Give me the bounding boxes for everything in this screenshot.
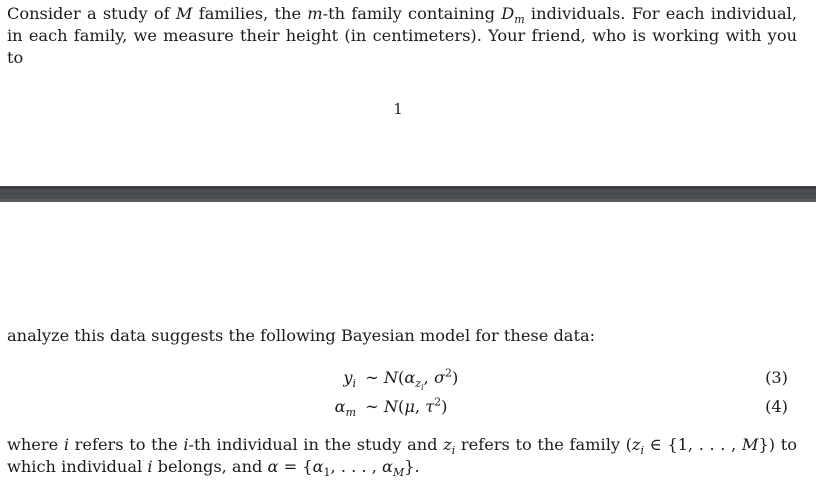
- intro-paragraph: [7, 3, 797, 69]
- equation-4-number: (4): [765, 397, 788, 416]
- closing-line-1: where i refers to the i-th individual in the study and $z_i$ refers to the family ($z_i$ ∈ {1, . . . , M}) to: [7, 435, 797, 458]
- page-number: 1: [393, 100, 403, 118]
- equation-3: [0, 366, 816, 393]
- equation-3-rhs: ∼ $N(\alpha_{z_i}$, $\sigma^2$): [360, 366, 459, 393]
- equation-4-rhs: ∼ N(μ, $\tau^2$): [360, 395, 448, 416]
- closing-paragraph: [7, 434, 797, 478]
- model-intro-line: analyze this data suggests the following Bayesian model for these data:: [7, 326, 596, 345]
- closing-line-2: which individual i belongs, and $\alpha = \{\alpha_1$, . . . , $\alpha_M$}.: [7, 457, 420, 480]
- paragraph-line-1: Consider a study of M families, the m-th family containing $D_m$ individuals. For each individual,: [7, 4, 797, 27]
- equation-4: [0, 395, 816, 419]
- equation-3-number: (3): [765, 368, 788, 387]
- equation-4-lhs: $\alpha_m$: [334, 397, 356, 420]
- page-separator: [0, 186, 816, 202]
- paragraph-line-2: in each family, we measure their height (in centimeters). Your friend, who is working with you to: [7, 26, 797, 67]
- model-intro-paragraph: [7, 325, 797, 347]
- equation-3-lhs: $y_i$: [343, 368, 356, 391]
- document-page-2: [0, 202, 816, 493]
- document-page-1: [0, 0, 816, 186]
